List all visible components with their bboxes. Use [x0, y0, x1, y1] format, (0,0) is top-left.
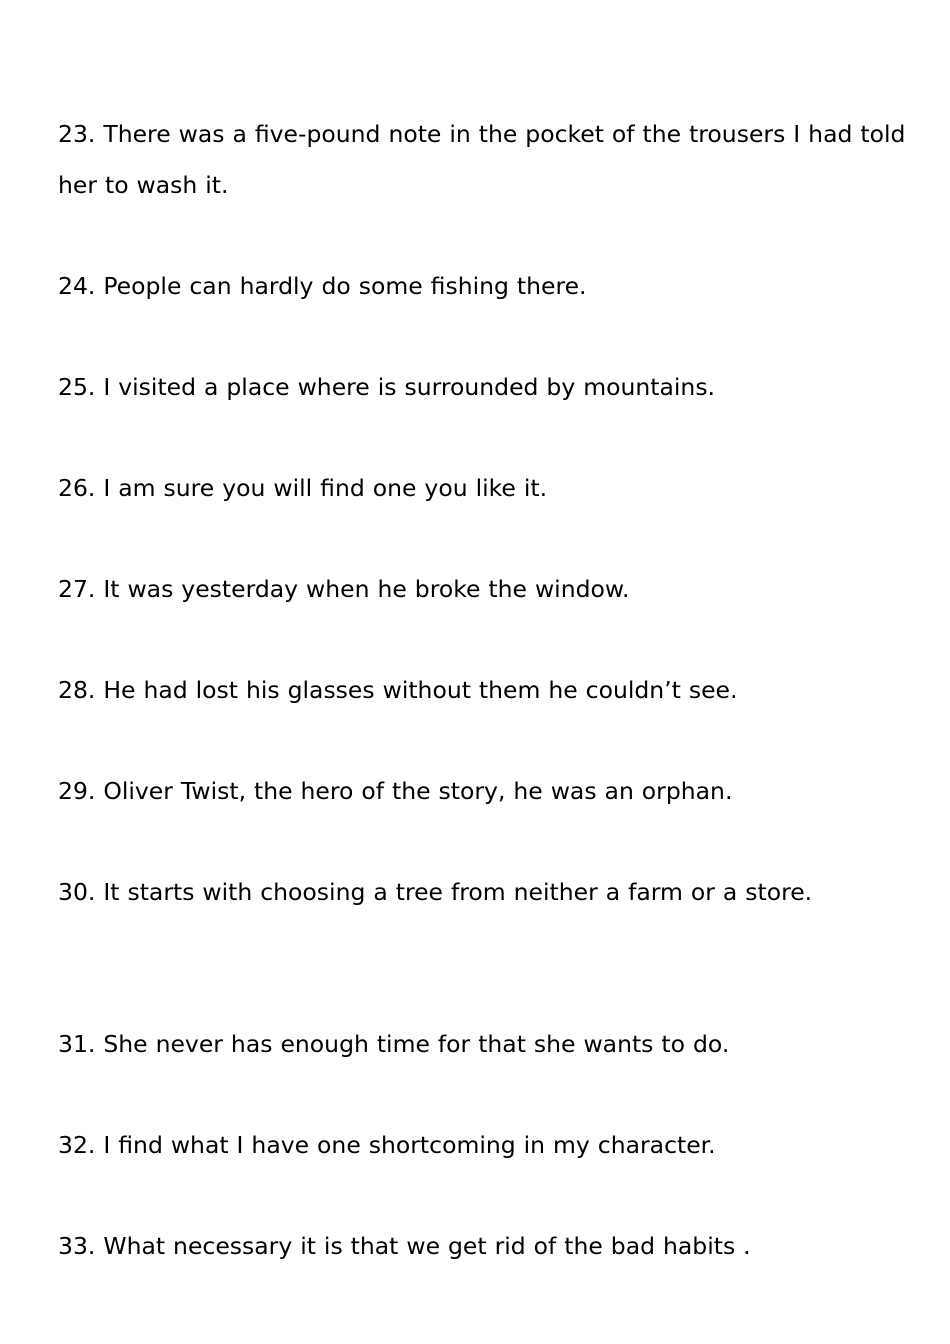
sentence-32 — [58, 1120, 908, 1171]
sentence-29 — [58, 766, 908, 817]
sentence-31 — [58, 1019, 908, 1070]
sentence-30 — [58, 867, 908, 918]
sentence-31-line-1: 31. She never has enough time for that she wants to do. — [58, 1030, 730, 1058]
sentence-25-line-1: 25. I visited a place where is surrounded by mountains. — [58, 373, 716, 401]
sentence-30-line-1: 30. It starts with choosing a tree from neither a farm or a store. — [58, 878, 813, 906]
sentence-28 — [58, 665, 908, 716]
sentence-24 — [58, 261, 908, 312]
sentence-25 — [58, 362, 908, 413]
sentence-33-line-1: 33. What necessary it is that we get rid of the bad habits . — [58, 1232, 751, 1260]
sentence-29-line-1: 29. Oliver Twist, the hero of the story, he was an orphan. — [58, 777, 733, 805]
sentence-27-line-1: 27. It was yesterday when he broke the window. — [58, 575, 630, 603]
sentence-33 — [58, 1221, 908, 1272]
sentence-23-line-1: 23. There was a five-pound note in the pocket of the trousers I had told — [58, 120, 906, 148]
sentence-23-line-2: her to wash it. — [58, 171, 229, 199]
sentence-32-line-1: 32. I find what I have one shortcoming in my character. — [58, 1131, 716, 1159]
sentence-28-line-1: 28. He had lost his glasses without them he couldn’t see. — [58, 676, 738, 704]
sentence-26 — [58, 463, 908, 514]
sentence-26-line-1: 26. I am sure you will find one you like it. — [58, 474, 548, 502]
sentence-24-line-1: 24. People can hardly do some fishing there. — [58, 272, 587, 300]
sentence-27 — [58, 564, 908, 615]
sentence-23 — [58, 109, 908, 211]
